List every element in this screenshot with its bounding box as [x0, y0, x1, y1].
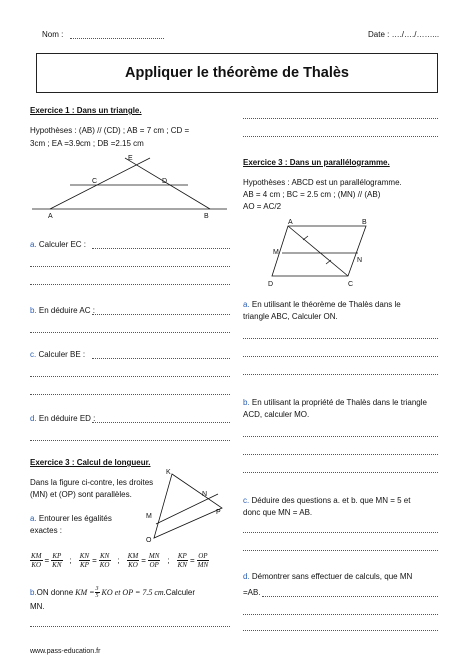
ex1-title: Exercice 1 : Dans un triangle.: [30, 106, 142, 115]
ex2-question-a-line1: a. Entourer les égalités: [30, 514, 112, 523]
tick-mark: [303, 236, 308, 240]
ex3-question-d-line2: =AB.: [243, 588, 261, 597]
diagonal-ac: [288, 226, 348, 276]
triangle-kpo: [154, 474, 222, 538]
answer-line[interactable]: [30, 626, 230, 627]
answer-line[interactable]: [243, 472, 438, 473]
ex3-question-c-line2: donc que MN = AB.: [243, 508, 313, 517]
point-n: N: [202, 491, 208, 498]
ex1-question-c: c. Calculer BE :: [30, 350, 86, 359]
ex3-question-d-line1: d. Démontrer sans effectuer de calculs, que MN: [243, 572, 413, 581]
answer-line[interactable]: [262, 596, 438, 597]
ex2-question-b-line2: MN.: [30, 602, 45, 611]
ex3-question-a-line2: triangle ABC, Calculer ON.: [243, 312, 338, 321]
eq2-right: $\frac{KN}{KO}$: [99, 552, 110, 569]
eq3-right: $\frac{MN}{OP}$: [148, 552, 160, 569]
ex1-triangle-figure: [30, 150, 230, 222]
ex3-question-c-line1: c. Déduire des questions a. et b. que MN = 5 et: [243, 496, 411, 505]
ex2-para-line2: (MN) et (OP) sont parallèles.: [30, 490, 132, 499]
answer-line[interactable]: [92, 422, 230, 423]
point-a: A: [48, 213, 53, 220]
ex2-question-a-line2: exactes :: [30, 526, 63, 535]
ex1-question-b: b. En déduire AC :: [30, 306, 95, 315]
point-c: C: [92, 178, 98, 185]
ex1-hyp-line1: Hypothèses : (AB) // (CD) ; AB = 7 cm ; CD =: [30, 126, 190, 135]
answer-line[interactable]: [92, 314, 230, 315]
parallelogram-abcd: [272, 226, 366, 276]
ex3-parallelogram-figure: [268, 214, 378, 290]
eq2-left: $\frac{KN}{KP}$: [79, 552, 90, 569]
answer-line[interactable]: [30, 266, 230, 267]
ex1-hyp-line2: 3cm ; EA =3.9cm ; DB =2.15 cm: [30, 139, 144, 148]
eq1-left: $\frac{KM}{KO}$: [31, 552, 42, 569]
line-ae: [50, 158, 150, 209]
point-k: K: [166, 469, 171, 476]
ex3-question-b-line2: ACD, calculer MO.: [243, 410, 310, 419]
tick-mark: [326, 260, 331, 264]
answer-line[interactable]: [243, 454, 438, 455]
answer-line[interactable]: [243, 436, 438, 437]
point-c: C: [348, 281, 354, 288]
answer-line[interactable]: [30, 284, 230, 285]
point-b: B: [362, 219, 367, 226]
answer-line[interactable]: [243, 118, 438, 119]
point-d: D: [268, 281, 274, 288]
answer-line[interactable]: [243, 532, 438, 533]
answer-line[interactable]: [243, 614, 438, 615]
date-label: Date : …./…./……...: [368, 30, 440, 39]
answer-line[interactable]: [243, 338, 438, 339]
answer-line[interactable]: [243, 374, 438, 375]
point-n: N: [357, 257, 363, 264]
answer-line[interactable]: [243, 630, 438, 631]
point-o: O: [146, 537, 152, 544]
ex3-title: Exercice 3 : Dans un parallélogramme.: [243, 158, 390, 167]
name-line[interactable]: [70, 38, 164, 39]
page-title: Appliquer le théorème de Thalès: [125, 65, 349, 81]
answer-line[interactable]: [30, 394, 230, 395]
ex1-question-d: d. En déduire ED :: [30, 414, 96, 423]
eq4-left: $\frac{KP}{KN}$: [177, 552, 187, 569]
footer-url[interactable]: www.pass-education.fr: [30, 648, 101, 655]
ex2-question-b-line1: b. ON donne KM = $\frac{3}{5}$ KO et OP = 7.5 cm. Calculer: [30, 586, 196, 599]
ex3-hyp-line1: Hypothèses : ABCD est un parallélogramme.: [243, 178, 402, 187]
answer-line[interactable]: [30, 332, 230, 333]
ex2-para-line1: Dans la figure ci-contre, les droites: [30, 478, 154, 487]
answer-line[interactable]: [92, 358, 230, 359]
title-box: [36, 53, 438, 93]
ex3-hyp-line3: AO = AC/2: [243, 202, 282, 211]
eq1-right: $\frac{KP}{KN}$: [52, 552, 62, 569]
ex2-triangle-figure: [142, 466, 234, 544]
name-label: Nom :: [42, 30, 64, 39]
answer-line[interactable]: [92, 248, 230, 249]
point-a: A: [288, 219, 293, 226]
point-e: E: [128, 155, 133, 162]
point-d: D: [162, 178, 168, 185]
point-m: M: [146, 513, 152, 520]
ex1-question-a: a. Calculer EC :: [30, 240, 87, 249]
line-be: [125, 158, 210, 209]
ex2-equalities[interactable]: $\frac{KM}{KO}$ = $\frac{KP}{KN}$ ; $\frac{KN}{KP}$ = $\frac{KN}{KO}$ ; $\frac{KM}{KO}$ = $\frac{MN}{OP}$ ; $\frac{KP}{KN}$ = $\frac{OP}{MN}$: [31, 552, 209, 569]
ex2-title: Exercice 3 : Calcul de longueur.: [30, 458, 151, 467]
answer-line[interactable]: [243, 550, 438, 551]
point-m: M: [273, 249, 279, 256]
point-b: B: [204, 213, 209, 220]
ex3-question-b-line1: b. En utilisant la propriété de Thalès dans le triangle: [243, 398, 427, 407]
ex3-question-a-line1: a. En utilisant le théorème de Thalès dans le: [243, 300, 401, 309]
answer-line[interactable]: [30, 440, 230, 441]
point-p: P: [216, 509, 221, 516]
eq3-left: $\frac{KM}{KO}$: [127, 552, 139, 569]
answer-line[interactable]: [30, 376, 230, 377]
answer-line[interactable]: [243, 356, 438, 357]
answer-line[interactable]: [243, 136, 438, 137]
eq4-right: $\frac{OP}{MN}$: [197, 552, 209, 569]
ex3-hyp-line2: AB = 4 cm ; BC = 2.5 cm ; (MN) // (AB): [243, 190, 381, 199]
